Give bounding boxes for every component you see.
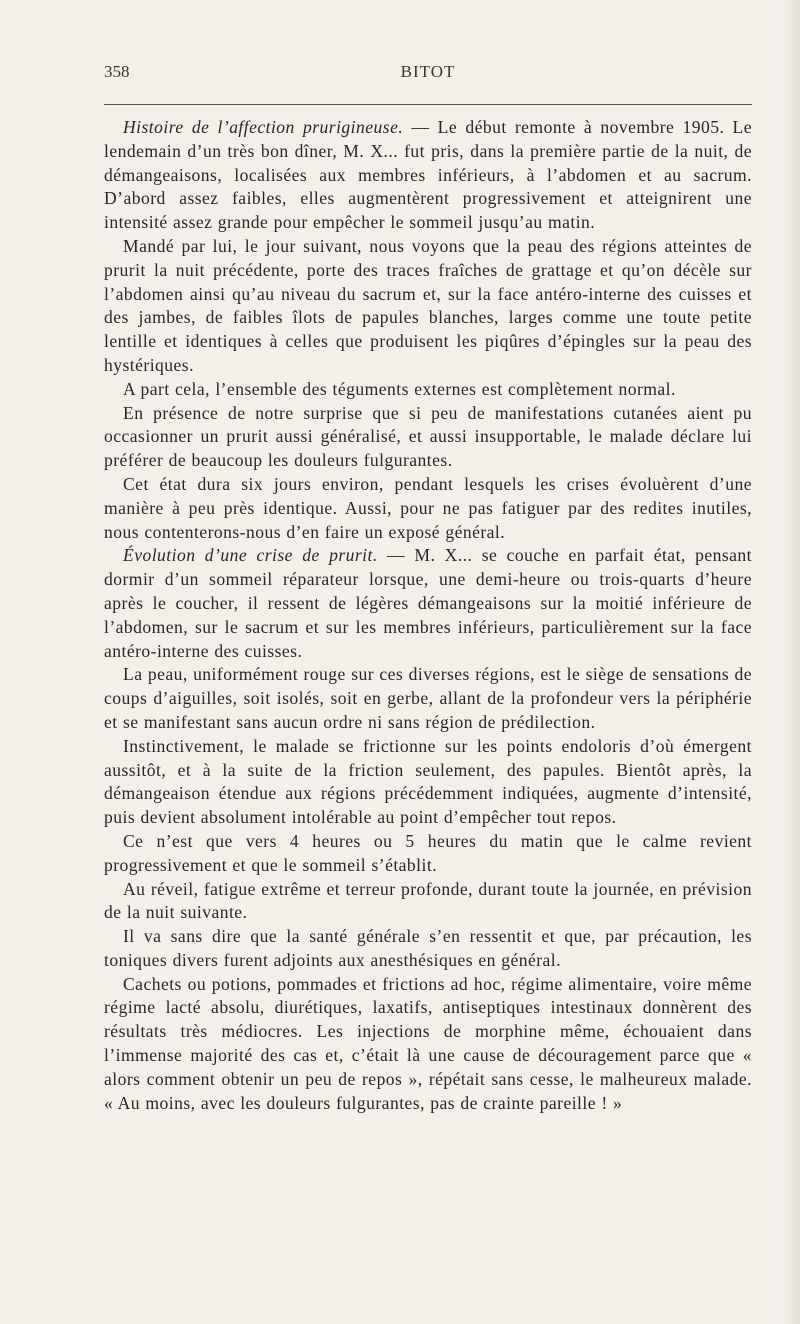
paragraph-text: Il va sans dire que la santé générale s’en ressentit et que, par précaution, les toniques divers furent adjoints aux anesthésiques en général. — [104, 926, 752, 970]
page-header — [104, 62, 752, 86]
section-lead: Histoire de l’affection prurigineuse. — [123, 117, 404, 137]
paragraph-text: Au réveil, fatigue extrême et terreur profonde, durant toute la journée, en prévision de la nuit suivante. — [104, 878, 752, 923]
paragraph — [104, 663, 752, 734]
header-rule — [104, 104, 752, 105]
paragraph-text: La peau, uniformément rouge sur ces diverses régions, est le siège de sensations de coups d’aiguilles, soit isolés, soit en gerbe, allant de la profondeur vers la périphérie et se manifestant sans aucun ordre ni sans région de prédilection. — [104, 664, 752, 732]
paragraph-text: Instinctivement, le malade se frictionne sur les points endoloris d’où émergent aussitôt, et à la suite de la friction seulement, des papules. Bientôt après, la démangeaison étendue aux régions précédemment indiquées, augmente d’intensité, puis devient absolument intolérable au point d’empêcher tout repos. — [104, 735, 752, 828]
paragraph-text: En présence de notre surprise que si peu de manifestations cutanées aient pu occasionner un prurit aussi généralisé, et aussi insupportable, le malade déclare lui préférer de beaucoup les douleurs fulgurantes. — [104, 402, 752, 471]
body-text — [104, 116, 752, 1115]
paragraph-text: Cachets ou potions, pommades et frictions ad hoc, régime alimentaire, voire même régime lacté absolu, diurétiques, laxatifs, antiseptiques intestinaux donnèrent des résultats très médiocres. Les injections de morphine même, échouaient dans l’immense majorité des cas et, c’était là une cause de découragement parce que « alors comment obtenir un peu de repos », répétait sans cesse, le malheureux malade. « Au moins, avec les douleurs fulgurantes, pas de crainte pareille ! » — [104, 973, 752, 1113]
paragraph — [104, 925, 752, 973]
paragraph — [104, 830, 752, 878]
paragraph — [104, 735, 752, 830]
paragraph-text: Mandé par lui, le jour suivant, nous voyons que la peau des régions atteintes de prurit la nuit précédente, porte des traces fraîches de grattage et qu’on décèle sur l’abdomen ainsi qu’au niveau du sacrum et, sur la face antéro-interne des cuisses et des jambes, de faibles îlots de papules blanches, larges comme une toute petite lentille et identiques à celles que produisent les piqûres d’épingles sur la peau des hystériques. — [104, 235, 752, 375]
paragraph — [104, 544, 752, 663]
page-edge-shadow — [782, 0, 800, 1324]
paragraph-text: A part cela, l’ensemble des téguments externes est complètement normal. — [123, 378, 676, 399]
paragraph — [104, 973, 752, 1116]
paragraph — [104, 402, 752, 473]
paragraph — [104, 473, 752, 544]
paragraph — [104, 235, 752, 378]
paragraph-text: Cet état dura six jours environ, pendant lesquels les crises évoluèrent d’une manière à peu près identique. Aussi, pour ne pas fatiguer par des redites inutiles, nous contenterons-nous d’en faire un exposé général. — [104, 473, 752, 542]
paragraph — [104, 378, 752, 402]
page-number: 358 — [104, 62, 130, 81]
paragraph — [104, 878, 752, 926]
running-title: BITOT — [400, 62, 456, 81]
paragraph-text: — M. X... se couche en parfait état, pensant dormir d’un sommeil réparateur lorsque, une demi-heure ou trois-quarts d’heure après le coucher, il ressent de légères démangeaisons sur la moitié inférieure de l’abdomen, sur le sacrum et sur les membres inférieurs, particulièrement sur la face antéro-interne des cuisses. — [104, 545, 752, 661]
section-lead: Évolution d’une crise de prurit. — [123, 545, 378, 566]
paragraph-text: Ce n’est que vers 4 heures ou 5 heures du matin que le calme revient progressivement et que le sommeil s’établit. — [104, 830, 752, 875]
paragraph-text: — Le début remonte à novembre 1905. Le lendemain d’un très bon dîner, M. X... fut pris, dans la première partie de la nuit, de démangeaisons, localisées aux membres inférieurs, à l’abdomen et au sacrum. D’abord assez faibles, elles augmentèrent progressivement et atteignirent une intensité assez grande pour empêcher le sommeil jusqu’au matin. — [104, 117, 753, 233]
paragraph — [104, 116, 752, 235]
